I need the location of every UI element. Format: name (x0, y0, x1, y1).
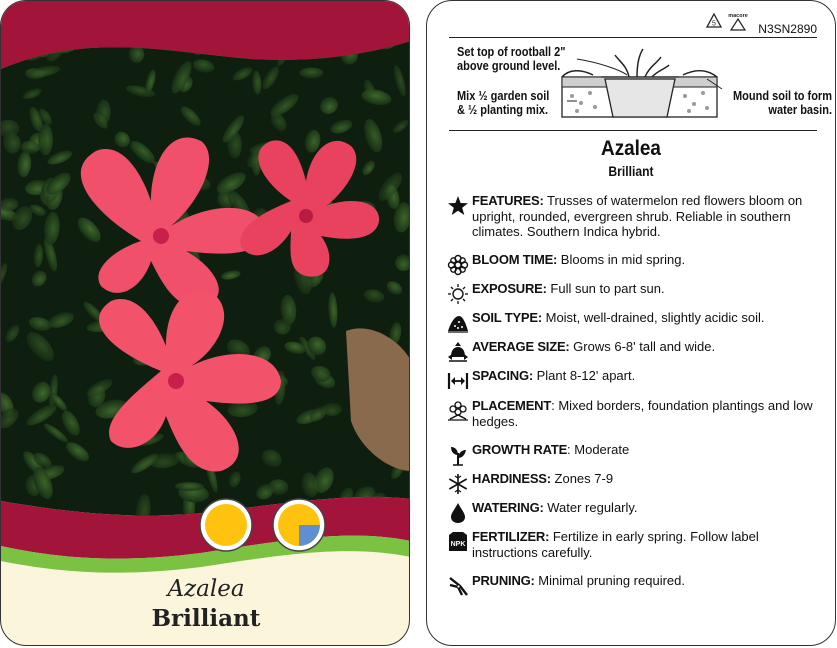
placement-icon (447, 400, 469, 422)
rootball-height-note: Set top of rootball 2" above ground level. (457, 45, 566, 73)
plant-name: Azalea (601, 137, 661, 160)
plant-photo-card (0, 0, 410, 646)
full-sun-icon (198, 497, 254, 553)
macore-logo-icon (727, 10, 749, 32)
sprout-icon (447, 444, 469, 466)
planting-diagram (557, 41, 727, 126)
npk-bag-icon (447, 531, 469, 553)
snowflake-icon (447, 473, 469, 495)
item-code: N3SN2890 (758, 22, 817, 36)
sun-icon (447, 283, 469, 305)
star-icon (447, 195, 469, 217)
soil-mix-note: Mix ½ garden soil & ½ planting mix. (457, 89, 550, 117)
leaf (299, 68, 323, 79)
svg-text:NPK: NPK (450, 541, 466, 548)
water-basin-note: Mound soil to form water basin. (733, 89, 832, 117)
common-name: Azalea (167, 576, 245, 602)
pruners-icon (447, 575, 469, 597)
leaf (38, 124, 53, 155)
divider (449, 130, 817, 131)
variety-name: Brilliant (151, 605, 261, 632)
flower-icon (447, 254, 469, 276)
water-drop-icon (447, 502, 469, 524)
azalea-photo (1, 27, 410, 531)
care-info-card: 5 macore N3SN2890 Set top of rootball 2" above ground level. Mix ½ garden soil & ½ planting mix. Mound soil to form water basin. Azalea Brilliant FEATURES: Trusses of watermelon red flowers bloom on upright, rounded, evergreen shrub. Reliable in southern climates. Southern Indica hybrid. BLOOM TIME: Blooms in mid spring. EXPOSURE: Full sun to part sun. SOIL TYPE: Moist, well-drained, slightly acidic soil. AVERAGE SIZE: Grows 6-8' tall and wide. SPACING: Plant 8-12' apart. PLACEMENT: Mixed borders, foundation plantings and low hedges. GROWTH RATE: Moderate HARDINESS: Zones 7-9 WATERING: Water regularly. NPK FERTILIZER: Fertilize in early spring. Follow label instructions carefully. PRUNING: Minimal pruning required. (426, 0, 836, 646)
divider (449, 37, 817, 38)
plant-variety: Brilliant (608, 164, 654, 179)
spacing-arrows-icon (447, 370, 469, 392)
part-sun-icon (271, 497, 327, 553)
size-arrows-icon (447, 341, 469, 363)
soil-pile-icon (447, 312, 469, 334)
svg-text:5: 5 (712, 20, 716, 28)
svg-text:macore: macore (728, 13, 748, 19)
recycle-icon (705, 12, 723, 30)
